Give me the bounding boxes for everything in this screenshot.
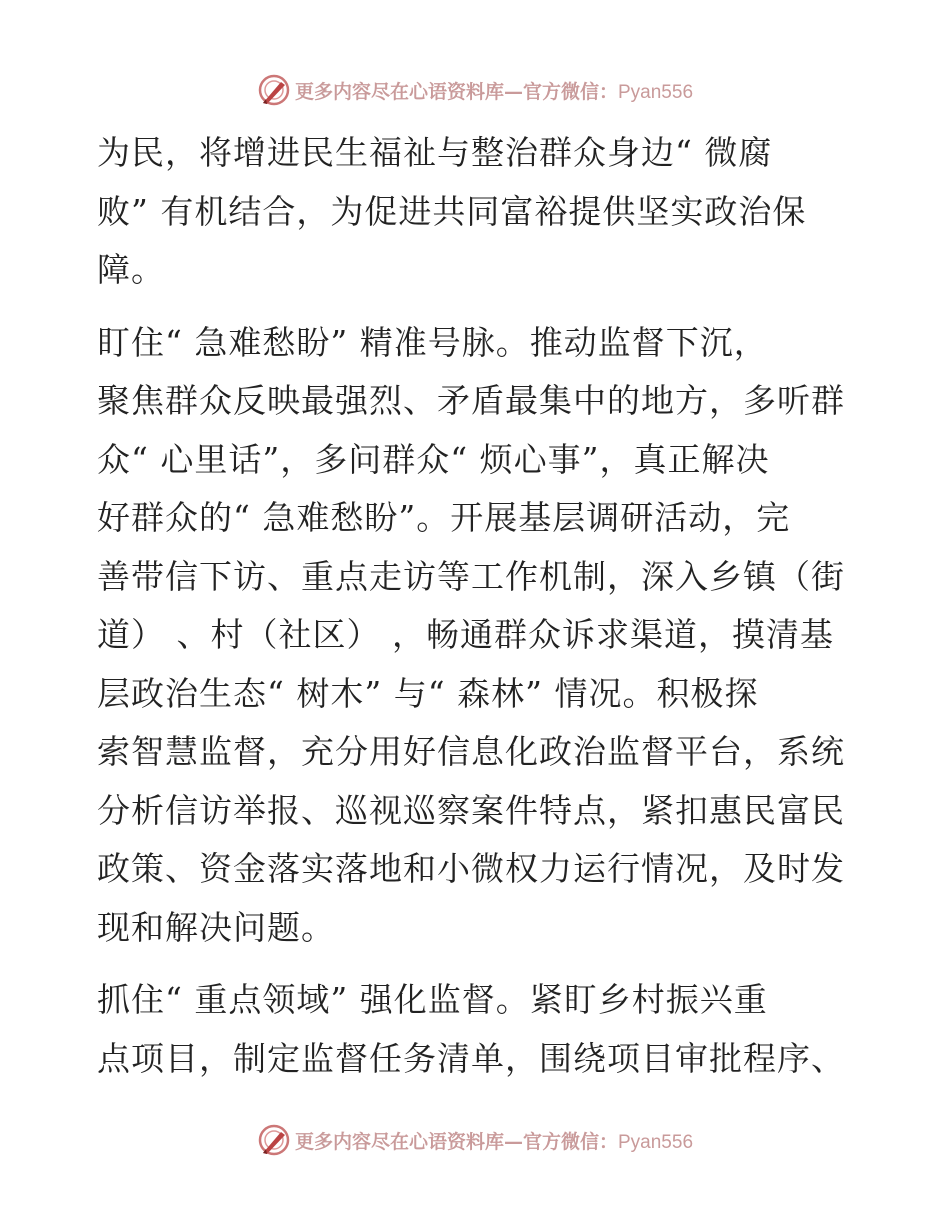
paragraph: [97, 124, 857, 300]
text-line: 败” 有机结合，为促进共同富裕提供坚实政治保: [97, 191, 807, 231]
text-line: 聚焦群众反映最强烈、矛盾最集中的地方，多听群: [97, 381, 845, 420]
text-line: 索智慧监督，充分用好信息化政治监督平台，系统: [97, 732, 845, 771]
text-line: 层政治生态“ 树木” 与“ 森林” 情况。积极探: [97, 673, 759, 713]
footer-banner-text: 更多内容尽在心语资料库—官方微信：: [294, 1130, 618, 1153]
paragraph: [97, 314, 857, 958]
header-banner: [0, 70, 950, 110]
footer-banner: [0, 1120, 950, 1160]
text-line: 现和解决问题。: [97, 907, 335, 947]
header-banner-text: 更多内容尽在心语资料库—官方微信：: [294, 80, 618, 103]
text-line: 障。: [97, 250, 165, 289]
text-line: 众“ 心里话”，多问群众“ 烦心事”，真正解决: [97, 439, 770, 479]
text-line: 道） 、村（社区） ，畅通群众诉求渠道，摸清基: [97, 615, 834, 654]
text-line: 好群众的“ 急难愁盼”。开展基层调研活动，完: [97, 498, 791, 537]
text-line: 点项目，制定监督任务清单，围绕项目审批程序、: [97, 1038, 845, 1078]
text-line: 善带信下访、重点走访等工作机制，深入乡镇（街: [97, 556, 845, 596]
header-wechat-id: Pyan556: [618, 81, 694, 103]
paragraph: [97, 971, 857, 1088]
document-body: [97, 124, 857, 1088]
text-line: 为民，将增进民生福祉与整治群众身边“ 微腐: [97, 133, 773, 172]
pen-logo-icon: [257, 73, 291, 107]
text-line: 政策、资金落实落地和小微权力运行情况，及时发: [97, 849, 845, 888]
text-line: 盯住“ 急难愁盼” 精准号脉。推动监督下沉，: [97, 322, 768, 362]
pen-logo-icon: [257, 1123, 291, 1157]
footer-wechat-id: Pyan556: [618, 1131, 694, 1153]
text-line: 分析信访举报、巡视巡察案件特点，紧扣惠民富民: [97, 790, 845, 830]
text-line: 抓住“ 重点领域” 强化监督。紧盯乡村振兴重: [97, 980, 768, 1019]
